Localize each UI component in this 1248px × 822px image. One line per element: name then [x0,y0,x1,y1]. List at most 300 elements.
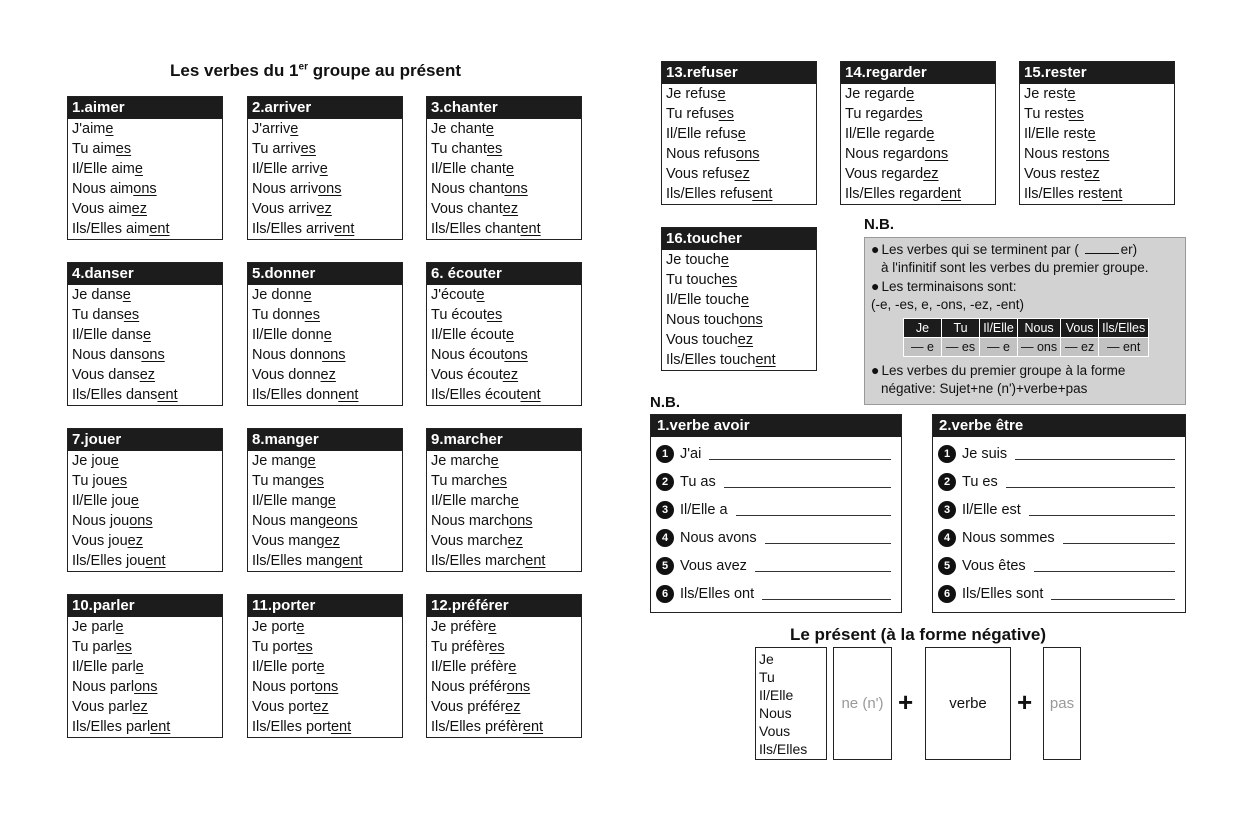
page-title [170,61,461,81]
verb-ending: ons [322,347,346,363]
conjugation-line [427,551,581,571]
verb-ending: e [505,327,515,343]
verb-ending: e [303,287,312,303]
verb-ending: es [111,473,128,489]
verb-table [840,61,996,205]
verb-ending: es [304,307,320,323]
conjugation-line [1020,104,1174,124]
verb-stem: Ils/Elles donn [252,387,339,403]
verb-table [67,428,223,572]
conjugation-prompt: Nous avons [680,530,757,546]
verb-ending: eons [326,513,358,529]
verb-title: 1.aimer [68,97,222,119]
verb-stem: Vous regard [845,166,924,182]
conjugation-line [68,451,222,471]
answer-line[interactable] [709,459,891,460]
verb-ending: e [717,86,726,102]
verb-stem: Il/Elle donn [252,327,324,343]
conjugation-line [427,511,581,531]
conjugation-line [427,471,581,491]
verb-stem: Ils/Elles rest [1024,186,1103,202]
verbe-column: verbe [925,647,1011,760]
verb-ending: ez [505,699,521,715]
verb-ending: ez [734,166,750,182]
verb-ending: es [486,307,503,323]
pas-column: pas [1043,647,1081,760]
exercise-row [651,437,901,465]
verb-stem: Je dans [72,287,123,303]
conjugation-line [662,330,816,350]
verb-stem: Nous écout [431,347,505,363]
conjugation-line [248,325,402,345]
conjugation-line [248,491,402,511]
verb-ending: e [327,493,336,509]
verb-ending: ons [509,513,533,529]
conjugation-prompt: Je suis [962,446,1008,462]
conjugation-line [248,551,402,571]
conjugation-line [68,617,222,637]
conjugation-line [1020,164,1174,184]
verb-ending: e [505,161,515,177]
verb-table [426,428,582,572]
conjugation-line [427,531,581,551]
ending-cell: — e [904,338,942,357]
conjugation-line [427,365,581,385]
conjugation-line [248,345,402,365]
answer-line[interactable] [1015,459,1175,460]
ending-cell: — ez [1061,338,1099,357]
conjugation-line [841,144,995,164]
verb-stem: Vous mang [252,533,325,549]
verb-ending: e [510,493,519,509]
nb-point-1 [871,240,1179,259]
answer-line[interactable] [1006,487,1175,488]
verb-stem: Tu aim [72,141,116,157]
verb-stem: Nous aim [72,181,134,197]
verb-stem: Je regard [845,86,907,102]
verb-ending: e [485,121,494,137]
verb-stem: Nous port [252,679,315,695]
verb-ending: ez [1084,166,1100,182]
verb-ending: ons [924,146,949,162]
conjugation-line [68,491,222,511]
conjugation-prompt: Il/Elle est [962,502,1021,518]
exercise-row [933,577,1185,605]
verb-ending: ent [522,719,544,735]
conjugation-line [662,350,816,370]
answer-line[interactable] [1063,543,1175,544]
verb-stem: Tu arriv [252,141,301,157]
conjugation-line [248,139,402,159]
verb-table [67,262,223,406]
verb-stem: Je touch [666,252,721,268]
verb-stem: Vous donn [252,367,321,383]
verb-ending: ent [755,352,776,368]
verb-ending: ons [141,347,165,363]
verb-ending: es [297,639,313,655]
verb-ending: es [116,639,132,655]
verb-table [247,96,403,240]
conjugation-line [427,717,581,737]
conjugation-line [1020,184,1174,204]
verb-ending: ent [940,186,962,202]
nb-label: N.B. [650,394,680,411]
verb-stem: Nous parl [72,679,135,695]
verb-ending: ez [139,367,156,383]
pronoun-cell: Nous [1018,319,1061,338]
nb-text: Les verbes du premier groupe à la forme [881,363,1126,378]
verb-ending: ons [134,679,158,695]
conjugation-line [427,159,581,179]
conjugation-line [662,290,816,310]
verb-stem: Je mang [252,453,308,469]
exercise-row [651,549,901,577]
number-badge: 5 [938,557,956,575]
nb-text: er) [1120,242,1138,257]
conjugation-line [1020,144,1174,164]
verb-stem: Ils/Elles dans [72,387,158,403]
verb-stem: Vous préfér [431,699,506,715]
verb-table [67,96,223,240]
verb-ending: e [134,161,143,177]
verb-ending: ons [504,347,528,363]
verb-ending: ent [520,387,541,403]
bullet-icon: ● [871,241,880,257]
conjugation-line [427,325,581,345]
number-badge: 1 [938,445,956,463]
conjugation-prompt: Vous êtes [962,558,1026,574]
verb-stem: Ils/Elles arriv [252,221,335,237]
verb-stem: Il/Elle regard [845,126,927,142]
verb-title: 13.refuser [662,62,816,84]
verb-ending: ent [520,221,541,237]
verb-title: 7.jouer [68,429,222,451]
bullet-icon: ● [871,362,880,378]
conjugation-line [68,139,222,159]
verb-ending: ez [737,332,754,348]
answer-line[interactable] [736,515,891,516]
verb-stem: Je parl [72,619,116,635]
verb-stem: Nous chant [431,181,505,197]
number-badge: 6 [656,585,674,603]
verb-stem: Nous jou [72,513,130,529]
verb-ending: es [721,272,738,288]
exercise-row [933,465,1185,493]
conjugation-line [841,164,995,184]
conjugation-line [427,637,581,657]
answer-line[interactable] [762,599,891,600]
exercise-row [651,465,901,493]
conjugation-line [841,104,995,124]
verb-stem: Tu jou [72,473,112,489]
verb-title: 9.marcher [427,429,581,451]
nb-label: N.B. [864,216,894,233]
conjugation-line [248,199,402,219]
conjugation-line [662,124,816,144]
verb-stem: Il/Elle port [252,659,317,675]
verb-stem: Vous jou [72,533,128,549]
conjugation-line [427,345,581,365]
verb-stem: Vous refus [666,166,735,182]
ending-cell: — es [942,338,980,357]
verb-title: 11.porter [248,595,402,617]
pronoun-item: Vous [759,723,791,739]
verb-title: 2.arriver [248,97,402,119]
verb-stem: Il/Elle préfèr [431,659,509,675]
conjugation-line [248,511,402,531]
number-badge: 6 [938,585,956,603]
verb-stem: Tu dans [72,307,124,323]
conjugation-line [248,637,402,657]
verb-ending: es [491,473,508,489]
verb-ending: ez [320,367,336,383]
verb-table [67,594,223,738]
verb-stem: Ils/Elles écout [431,387,521,403]
verb-stem: Nous arriv [252,181,319,197]
conjugation-line [427,179,581,199]
verb-stem: Il/Elle arriv [252,161,320,177]
verb-table [426,262,582,406]
number-badge: 2 [656,473,674,491]
negative-title: Le présent (à la forme négative) [789,625,1047,644]
conjugation-line [68,697,222,717]
pronoun-cell: Vous [1061,319,1099,338]
conjugation-prompt: J'ai [680,446,702,462]
verb-avoir-exercise [650,414,902,613]
verb-stem: Nous préfér [431,679,507,695]
conjugation-line [68,365,222,385]
verb-title: 12.préférer [427,595,581,617]
verb-stem: Il/Elle aim [72,161,135,177]
conjugation-line [68,677,222,697]
conjugation-line [68,285,222,305]
conjugation-prompt: Nous sommes [962,530,1055,546]
verb-ending: e [740,292,750,308]
conjugation-line [248,717,402,737]
verb-ending: ons [739,312,763,328]
verb-stem: Il/Elle touch [666,292,741,308]
nb-text: à l'infinitif sont les verbes du premier groupe. [881,260,1149,275]
conjugation-line [68,511,222,531]
number-badge: 4 [656,529,674,547]
conjugation-line [662,250,816,270]
answer-line[interactable] [1034,571,1175,572]
verb-stem: Je refus [666,86,718,102]
verb-stem: Nous regard [845,146,925,162]
conjugation-line [68,471,222,491]
verb-ending: e [319,161,328,177]
conjugation-line [248,219,402,239]
number-badge: 2 [938,473,956,491]
verb-ending: ons [318,181,342,197]
verb-stem: Ils/Elles refus [666,186,753,202]
conjugation-line [68,159,222,179]
verb-ending: e [488,619,497,635]
conjugation-line [248,305,402,325]
conjugation-line [68,119,222,139]
verb-ending: ez [507,533,523,549]
verb-stem: Tu march [431,473,492,489]
verb-stem: Ils/Elles march [431,553,526,569]
bullet-icon: ● [871,278,880,294]
verb-ending: e [1087,126,1096,142]
verb-ending: ent [338,387,359,403]
verb-ending: e [105,121,114,137]
verb-ending: es [907,106,923,122]
verb-ending: e [290,121,299,137]
verb-ending: e [296,619,305,635]
pronoun-item: Je [759,651,774,667]
ne-column: ne (n') [833,647,892,760]
conjugation-line [427,491,581,511]
verb-stem: Il/Elle chant [431,161,506,177]
verb-ending: ez [131,201,147,217]
ending-cell: — ons [1018,338,1061,357]
verb-title: 15.rester [1020,62,1174,84]
verb-table [1019,61,1175,205]
pronoun-item: Il/Elle [759,687,794,703]
verb-ending: e [737,126,746,142]
verb-ending: ons [1086,146,1110,162]
verb-ending: e [490,453,499,469]
verb-ending: e [926,126,935,142]
verb-stem: Tu chant [431,141,487,157]
exercise-row [651,521,901,549]
verb-stem: Nous mang [252,513,327,529]
verb-ending: ent [334,221,355,237]
verb-ending: es [1068,106,1084,122]
verb-stem: Il/Elle écout [431,327,506,343]
verb-stem: Tu donn [252,307,305,323]
title-sup: er [298,61,308,73]
conjugation-prompt: Ils/Elles sont [962,586,1044,602]
verb-stem: J'écout [431,287,477,303]
verb-ending: ons [314,679,339,695]
conjugation-line [68,657,222,677]
verb-ending: ent [525,553,546,569]
conjugation-line [841,124,995,144]
verb-stem: Il/Elle jou [72,493,131,509]
verb-title: 14.regarder [841,62,995,84]
verb-stem: Vous touch [666,332,738,348]
verb-ending: e [142,327,152,343]
verb-ending: es [123,307,140,323]
answer-line[interactable] [1029,515,1175,516]
conjugation-line [427,119,581,139]
verb-stem: Nous touch [666,312,740,328]
verb-table [247,594,403,738]
conjugation-line [248,179,402,199]
exercise-row [651,493,901,521]
verb-ending: es [308,473,325,489]
conjugation-line [841,84,995,104]
conjugation-line [68,179,222,199]
verb-ending: e [110,453,119,469]
verb-table [426,594,582,738]
verb-stem: Ils/Elles mang [252,553,343,569]
verb-stem: Je donn [252,287,304,303]
verb-stem: Vous arriv [252,201,317,217]
verb-ending: ez [313,699,329,715]
conjugation-line [68,385,222,405]
answer-line[interactable] [1051,599,1175,600]
verb-stem: Nous refus [666,146,737,162]
nb-text: Les verbes qui se terminent par ( [881,242,1079,257]
verb-table [426,96,582,240]
nb-point-3 [871,361,1179,380]
verb-stem: Nous rest [1024,146,1087,162]
conjugation-line [427,451,581,471]
exercise-row [933,437,1185,465]
conjugation-prompt: Tu es [962,474,998,490]
conjugation-line [662,84,816,104]
answer-line[interactable] [724,487,891,488]
conjugation-prompt: Vous avez [680,558,747,574]
conjugation-line [662,310,816,330]
verb-stem: Tu parl [72,639,117,655]
verb-stem: Il/Elle dans [72,327,143,343]
answer-line[interactable] [765,543,891,544]
ending-cell: — ent [1099,338,1149,357]
pronoun-item: Nous [759,705,792,721]
verb-ending: ez [502,201,519,217]
conjugation-line [68,219,222,239]
nb-info-box [864,237,1186,405]
verb-stem: Ils/Elles touch [666,352,756,368]
pronoun-item: Tu [759,669,775,685]
verb-ending: ons [506,679,531,695]
plus-sign: + [1017,687,1033,717]
verb-ending: e [135,659,144,675]
verb-title: 5.donner [248,263,402,285]
conjugation-line [68,531,222,551]
verb-stem: Il/Elle refus [666,126,738,142]
conjugation-line [1020,124,1174,144]
verb-ending: ons [133,181,157,197]
answer-line[interactable] [755,571,891,572]
conjugation-line [248,697,402,717]
conjugation-line [68,345,222,365]
verb-stem: Vous dans [72,367,140,383]
exercise-row [651,577,901,605]
verb-ending: e [1067,86,1076,102]
verb-stem: Il/Elle march [431,493,511,509]
conjugation-line [248,677,402,697]
verb-ending: e [508,659,517,675]
conjugation-line [427,219,581,239]
conjugation-line [427,657,581,677]
verb-stem: Tu refus [666,106,719,122]
verb-ending: ent [752,186,773,202]
verb-stem: Ils/Elles regard [845,186,941,202]
conjugation-line [427,305,581,325]
verb-ending: ent [150,719,171,735]
verb-stem: Ils/Elles préfèr [431,719,523,735]
verb-ending: e [115,619,124,635]
verb-table [661,61,817,205]
verb-ending: ent [149,221,170,237]
pronoun-cell: Ils/Elles [1099,319,1149,338]
verb-stem: Ils/Elles chant [431,221,521,237]
conjugation-line [427,139,581,159]
verb-stem: Vous rest [1024,166,1085,182]
verb-ending: es [486,141,503,157]
number-badge: 3 [656,501,674,519]
verb-stem: Il/Elle rest [1024,126,1088,142]
verb-stem: Je rest [1024,86,1068,102]
verb-ending: e [307,453,316,469]
verb-stem: Je march [431,453,491,469]
